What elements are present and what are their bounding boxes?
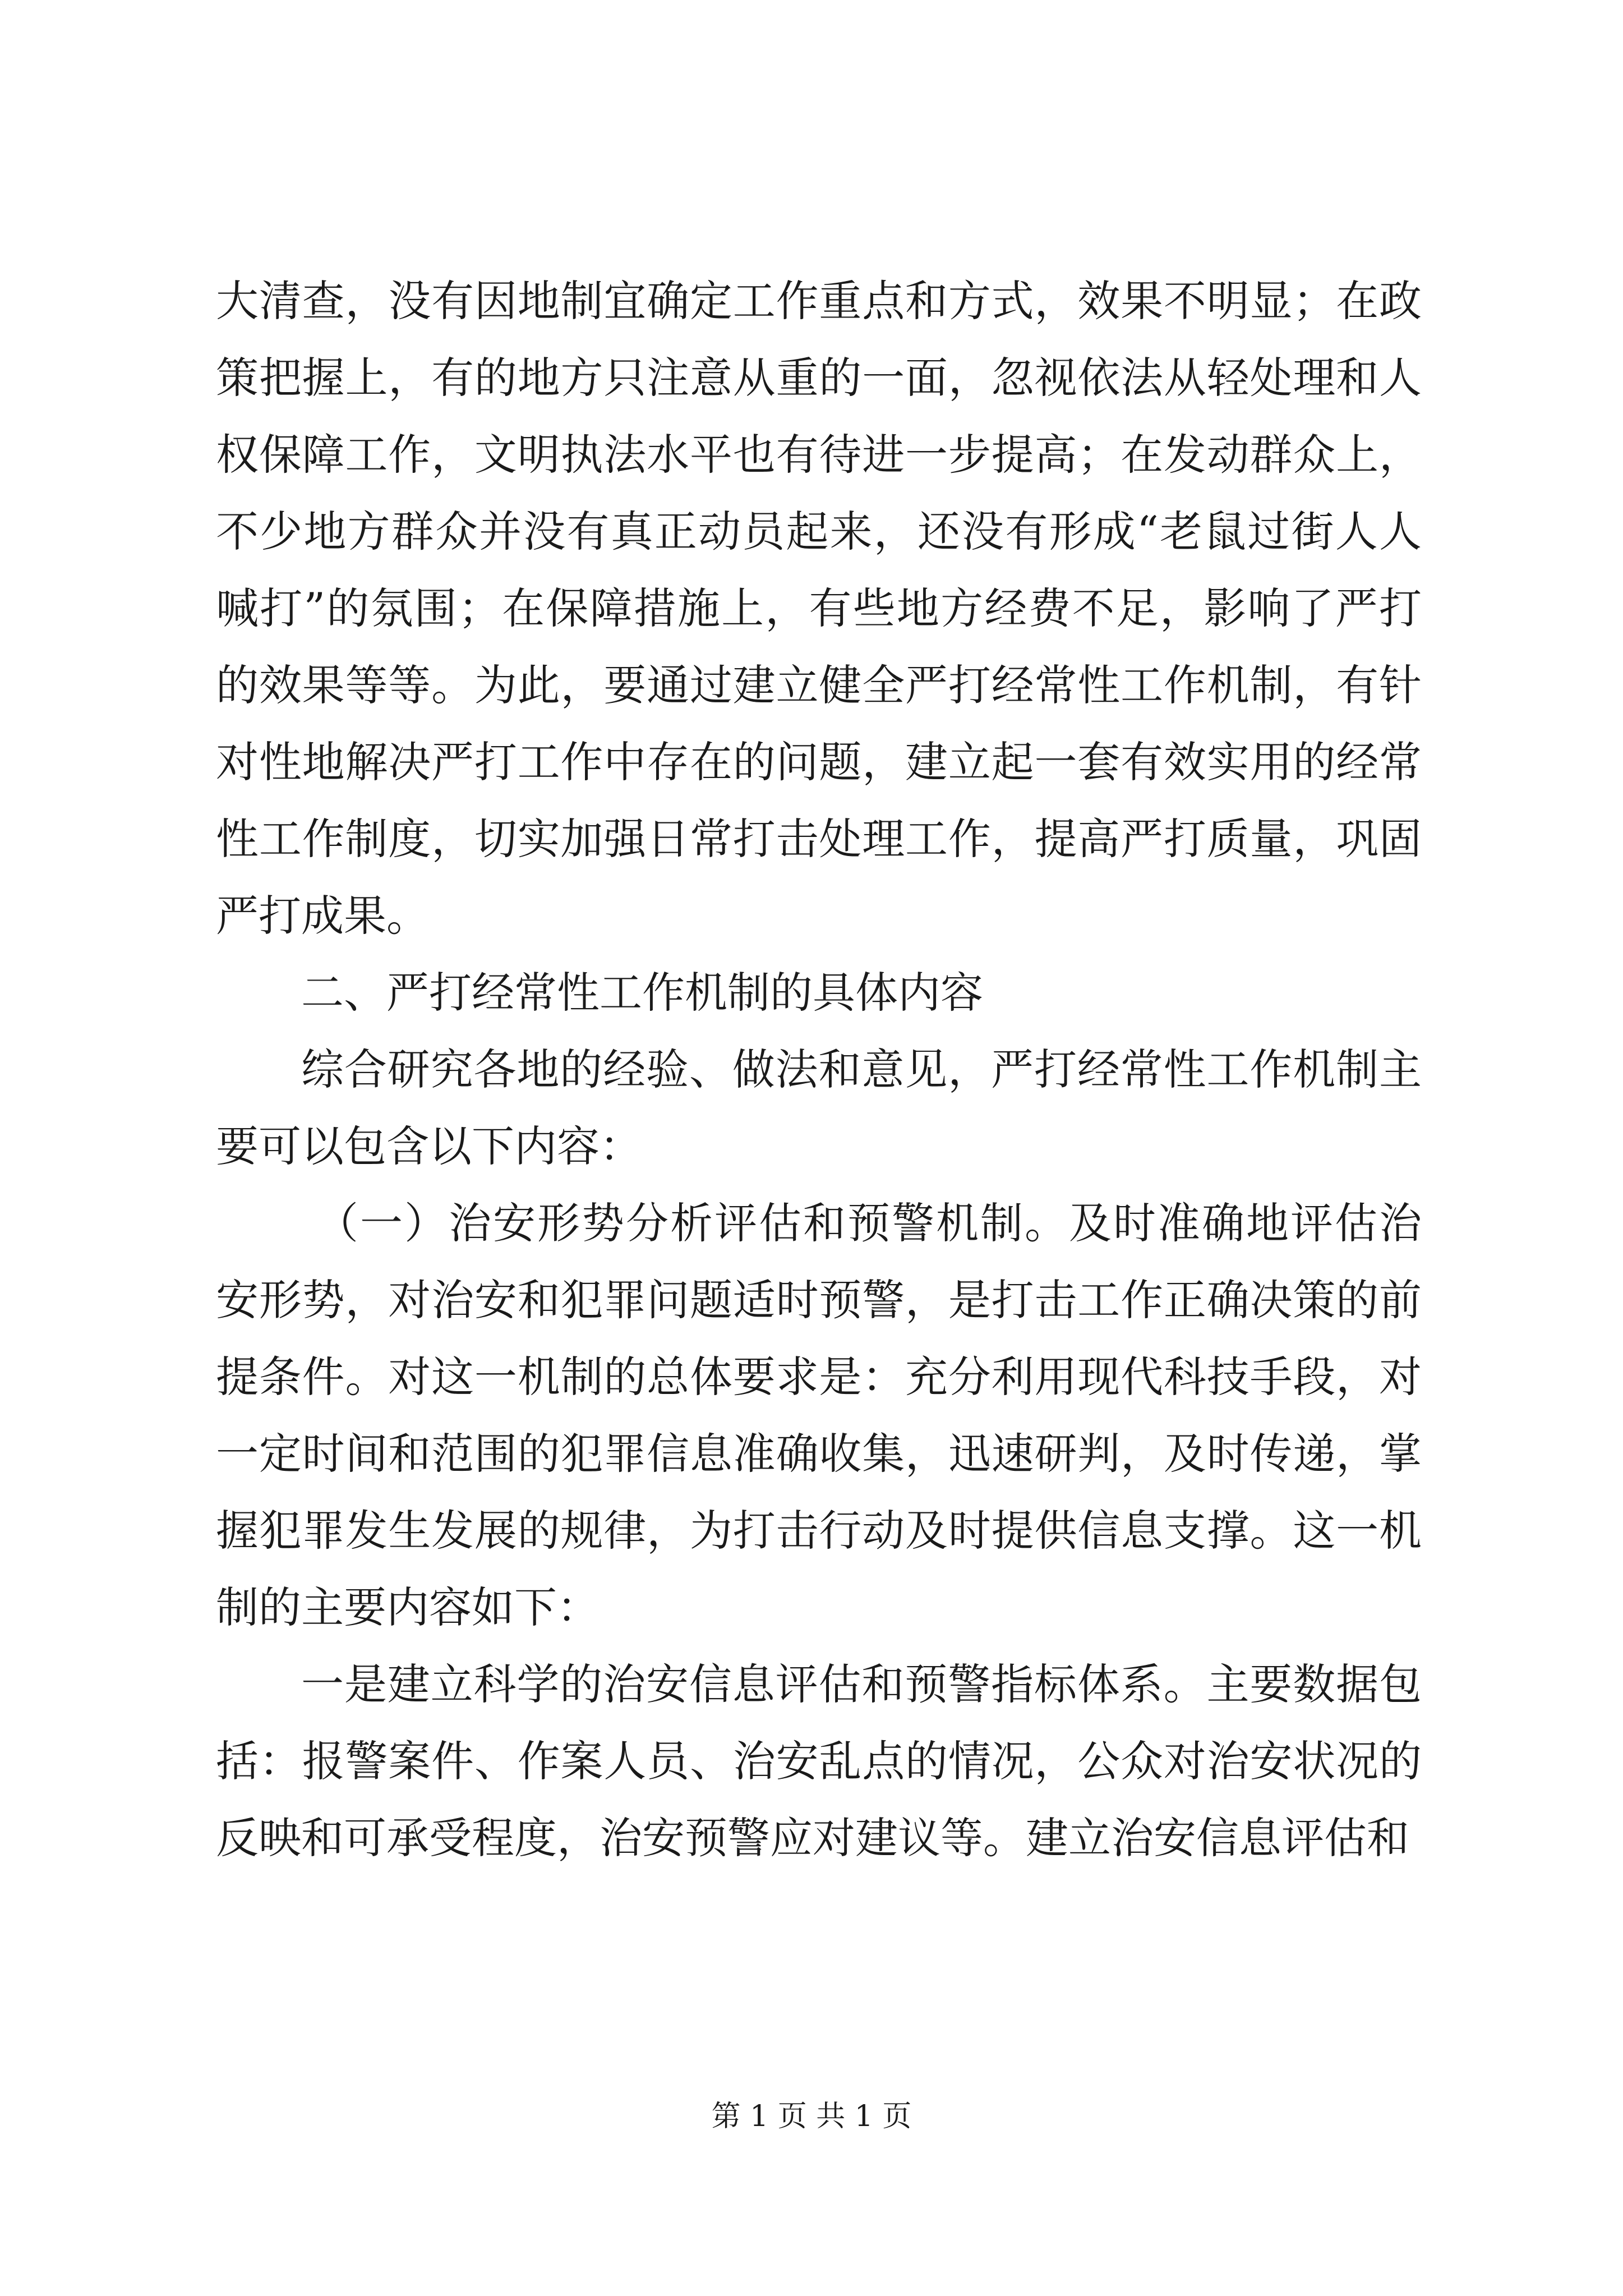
document-body [216, 263, 1422, 1876]
paragraph-point-one: 一是建立科学的治安信息评估和预警指标体系。主要数据包括：报警案件、作案人员、治安乱点的情况，公众对治安状况的反映和可承受程度，治安预警应对建议等。建立治安信息评估和 [216, 1659, 1422, 1863]
paragraph-intro: 综合研究各地的经验、做法和意见，严打经常性工作机制主要可以包含以下内容： [216, 1045, 1422, 1171]
page-footer: 第 1 页 共 1 页 [711, 2100, 912, 2133]
section-heading: 二、严打经常性工作机制的具体内容 [301, 968, 983, 1018]
paragraph-subsection-one: （一）治安形势分析评估和预警机制。及时准确地评估治安形势，对治安和犯罪问题适时预警，是打击工作正确决策的前提条件。对这一机制的总体要求是：充分利用现代科技手段，对一定时间和范围的犯罪信息准确收集，迅速研判，及时传递，掌握犯罪发生发展的规律，为打击行动及时提供信息支撑。这一机制的主要内容如下： [216, 1198, 1422, 1632]
paragraph-continuation: 大清查，没有因地制宜确定工作重点和方式，效果不明显；在政策把握上，有的地方只注意从重的一面，忽视依法从轻处理和人权保障工作，文明执法水平也有待进一步提高；在发动群众上，不少地方群众并没有真正动员起来，还没有形成“老鼠过街人人喊打”的氛围；在保障措施上，有些地方经费不足，影响了严打的效果等等。为此，要通过建立健全严打经常性工作机制，有针对性地解决严打工作中存在的问题，建立起一套有效实用的经常性工作制度，切实加强日常打击处理工作，提高严打质量，巩固严打成果。 [216, 276, 1422, 941]
